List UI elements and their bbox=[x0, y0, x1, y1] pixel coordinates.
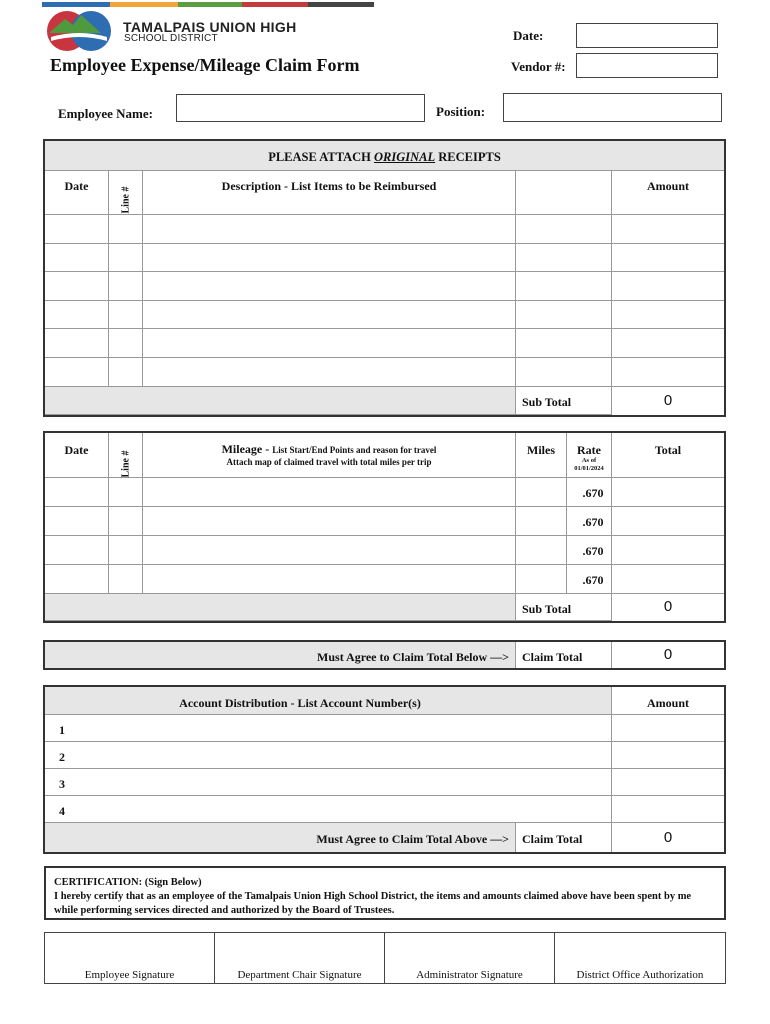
employee-name-field[interactable] bbox=[176, 94, 425, 122]
receipt-blank-cell[interactable] bbox=[516, 358, 612, 387]
receipts-table bbox=[43, 139, 726, 417]
receipt-amount-cell[interactable] bbox=[612, 215, 724, 244]
receipt-line-cell[interactable] bbox=[109, 301, 143, 330]
account-amount-cell[interactable] bbox=[612, 742, 724, 769]
col-line-header bbox=[109, 171, 143, 215]
receipts-subtotal-label: Sub Total bbox=[522, 395, 572, 409]
org-name-line2: SCHOOL DISTRICT bbox=[124, 33, 218, 44]
mileage-desc-cell[interactable] bbox=[143, 478, 516, 507]
dept-chair-signature-label: Department Chair Signature bbox=[237, 969, 362, 981]
receipt-amount-cell[interactable] bbox=[612, 301, 724, 330]
mileage-line-cell[interactable] bbox=[109, 565, 143, 594]
account-number-row[interactable] bbox=[45, 742, 612, 769]
receipt-amount-cell[interactable] bbox=[612, 329, 724, 358]
date-field[interactable] bbox=[576, 23, 718, 48]
mileage-subtotal-shade bbox=[45, 594, 516, 621]
col-date-label: Date bbox=[64, 179, 89, 193]
mileage-total-cell[interactable] bbox=[612, 478, 724, 507]
claim-total-value: 0 bbox=[663, 646, 673, 663]
claim-total-value-cell bbox=[612, 642, 724, 668]
banner-emphasis: ORIGINAL bbox=[374, 150, 436, 164]
col-amount-header bbox=[612, 171, 724, 215]
claim-total-note: Must Agree to Claim Total Below —> bbox=[317, 650, 509, 664]
receipt-date-cell[interactable] bbox=[45, 301, 109, 330]
account-distribution-table bbox=[43, 685, 726, 854]
mileage-col-line bbox=[109, 433, 143, 478]
col-desc-label: Description - List Items to be Reimbursed bbox=[221, 179, 437, 193]
mileage-col-title: Mileage bbox=[221, 442, 263, 456]
receipt-amount-cell[interactable] bbox=[612, 272, 724, 301]
account-amount-cell[interactable] bbox=[612, 769, 724, 796]
receipt-desc-cell[interactable] bbox=[143, 301, 516, 330]
mileage-subtotal-label: Sub Total bbox=[522, 602, 572, 616]
col-blank-header bbox=[516, 171, 612, 215]
mileage-rate-cell bbox=[516, 536, 612, 565]
date-label: Date: bbox=[513, 28, 544, 43]
mileage-col-total bbox=[612, 433, 724, 478]
mileage-desc-cell[interactable] bbox=[143, 507, 516, 536]
certification-box bbox=[44, 866, 726, 920]
receipt-desc-cell[interactable] bbox=[143, 244, 516, 273]
mileage-desc-cell[interactable] bbox=[143, 565, 516, 594]
account-amount-header bbox=[612, 687, 724, 715]
org-name-line1: TAMALPAIS UNION HIGH bbox=[123, 19, 297, 35]
mileage-col-date bbox=[45, 433, 109, 478]
receipt-date-cell[interactable] bbox=[45, 329, 109, 358]
banner-text-end: RECEIPTS bbox=[438, 150, 501, 164]
receipt-line-cell[interactable] bbox=[109, 244, 143, 273]
account-total-value-cell bbox=[612, 823, 724, 852]
receipt-line-cell[interactable] bbox=[109, 358, 143, 387]
mileage-desc-cell[interactable] bbox=[143, 536, 516, 565]
mileage-rate-value: .670 bbox=[582, 515, 604, 529]
account-total-label-cell bbox=[516, 823, 612, 852]
district-office-signature-box[interactable] bbox=[554, 932, 726, 984]
account-row-number: 4 bbox=[59, 804, 65, 818]
account-number-row[interactable] bbox=[45, 769, 612, 796]
receipts-subtotal-value: 0 bbox=[663, 392, 673, 409]
claim-total-label: Claim Total bbox=[522, 650, 583, 664]
receipt-blank-cell[interactable] bbox=[516, 329, 612, 358]
col-amount-label: Amount bbox=[646, 179, 689, 193]
claim-total-note-cell bbox=[45, 642, 516, 668]
receipt-blank-cell[interactable] bbox=[516, 215, 612, 244]
account-header-cell bbox=[45, 687, 612, 715]
account-number-row[interactable] bbox=[45, 796, 612, 823]
mileage-rate-cell bbox=[516, 478, 612, 507]
claim-total-bar bbox=[43, 640, 726, 670]
mileage-line-cell[interactable] bbox=[109, 478, 143, 507]
position-label: Position: bbox=[436, 104, 486, 119]
mileage-rate-cell bbox=[516, 507, 612, 536]
receipt-date-cell[interactable] bbox=[45, 244, 109, 273]
account-amount-label: Amount bbox=[646, 696, 689, 710]
account-amount-cell[interactable] bbox=[612, 715, 724, 742]
receipt-desc-cell[interactable] bbox=[143, 272, 516, 301]
employee-signature-label: Employee Signature bbox=[84, 969, 175, 981]
mileage-rate-value: .670 bbox=[582, 544, 604, 558]
district-logo-icon bbox=[43, 7, 115, 51]
mileage-date-cell[interactable] bbox=[45, 536, 109, 565]
col-line-label: Line # bbox=[120, 186, 132, 214]
mileage-col-miles bbox=[516, 433, 567, 478]
col-desc-header bbox=[143, 171, 516, 215]
mileage-col-desc: Mileage - List Start/End Points and reason for travel Attach map of claimed travel with total miles per trip bbox=[143, 433, 516, 478]
mileage-rate-value: .670 bbox=[582, 486, 604, 500]
vendor-field[interactable] bbox=[576, 53, 718, 78]
certification-text: I hereby certify that as an employee of the Tamalpais Union High School District, the items and amounts claimed above have been spent by me while performing services directed and authorized by the Board of Trustees. bbox=[54, 891, 692, 916]
receipt-date-cell[interactable] bbox=[45, 358, 109, 387]
receipt-desc-cell[interactable] bbox=[143, 329, 516, 358]
account-total-value: 0 bbox=[663, 829, 673, 846]
mileage-col-line-label: Line # bbox=[120, 450, 132, 478]
account-header-label: Account Distribution - List Account Number(s) bbox=[179, 696, 421, 710]
mileage-col-note2: Attach map of claimed travel with total miles per trip bbox=[226, 457, 432, 467]
dept-chair-signature-box[interactable] bbox=[214, 932, 385, 984]
claim-total-label-cell bbox=[516, 642, 612, 668]
receipts-subtotal-value-cell bbox=[612, 387, 724, 415]
certification-heading: CERTIFICATION: (Sign Below) bbox=[54, 877, 202, 888]
form-title: Employee Expense/Mileage Claim Form bbox=[50, 55, 360, 75]
administrator-signature-box[interactable] bbox=[384, 932, 555, 984]
mileage-total-cell[interactable] bbox=[612, 536, 724, 565]
mileage-subtotal-label-cell bbox=[516, 594, 612, 621]
receipt-line-cell[interactable] bbox=[109, 272, 143, 301]
receipt-line-cell[interactable] bbox=[109, 215, 143, 244]
receipt-blank-cell[interactable] bbox=[516, 272, 612, 301]
account-total-label: Claim Total bbox=[522, 832, 583, 846]
mileage-date-cell[interactable] bbox=[45, 565, 109, 594]
receipt-desc-cell[interactable] bbox=[143, 358, 516, 387]
mileage-subtotal-value: 0 bbox=[663, 598, 673, 615]
mileage-total-cell[interactable] bbox=[612, 507, 724, 536]
receipt-desc-cell[interactable] bbox=[143, 215, 516, 244]
mileage-col-rate-label: Rate bbox=[577, 443, 601, 457]
receipts-subtotal-label-cell bbox=[516, 387, 612, 415]
receipt-date-cell[interactable] bbox=[45, 215, 109, 244]
receipt-amount-cell[interactable] bbox=[612, 244, 724, 273]
account-total-note-cell bbox=[45, 823, 516, 852]
mileage-rate-value: .670 bbox=[582, 573, 604, 587]
col-date-header bbox=[45, 171, 109, 215]
mileage-total-cell[interactable] bbox=[612, 565, 724, 594]
account-row-number: 2 bbox=[59, 750, 65, 764]
mileage-col-rate-note2: 01/01/2024 bbox=[574, 465, 604, 472]
mileage-col-date-label: Date bbox=[64, 443, 89, 457]
mileage-col-note1: List Start/End Points and reason for travel bbox=[272, 445, 437, 455]
account-row-number: 3 bbox=[59, 777, 65, 791]
receipts-banner bbox=[45, 141, 724, 171]
mileage-date-cell[interactable] bbox=[45, 478, 109, 507]
mileage-col-rate-note1: As of bbox=[581, 457, 597, 464]
mileage-col-total-label: Total bbox=[654, 443, 682, 457]
mileage-col-miles-label: Miles bbox=[527, 443, 555, 457]
administrator-signature-label: Administrator Signature bbox=[416, 969, 523, 981]
receipt-blank-cell[interactable] bbox=[516, 244, 612, 273]
mileage-subtotal-value-cell bbox=[612, 594, 724, 621]
employee-name-label: Employee Name: bbox=[58, 106, 153, 121]
receipts-subtotal-shade bbox=[45, 387, 516, 415]
mileage-rate-cell bbox=[516, 565, 612, 594]
mileage-line-cell[interactable] bbox=[109, 536, 143, 565]
account-row-number: 1 bbox=[59, 723, 65, 737]
vendor-label: Vendor #: bbox=[511, 59, 566, 74]
receipt-blank-cell[interactable] bbox=[516, 301, 612, 330]
receipt-line-cell[interactable] bbox=[109, 329, 143, 358]
mileage-date-cell[interactable] bbox=[45, 507, 109, 536]
receipt-amount-cell[interactable] bbox=[612, 358, 724, 387]
mileage-col-rate bbox=[567, 433, 612, 478]
account-amount-cell[interactable] bbox=[612, 796, 724, 823]
receipt-date-cell[interactable] bbox=[45, 272, 109, 301]
district-office-signature-label: District Office Authorization bbox=[576, 969, 704, 981]
employee-signature-box[interactable] bbox=[44, 932, 215, 984]
account-number-row[interactable] bbox=[45, 715, 612, 742]
mileage-table bbox=[43, 431, 726, 623]
banner-text: PLEASE ATTACH bbox=[268, 150, 371, 164]
position-field[interactable] bbox=[503, 93, 722, 122]
mileage-line-cell[interactable] bbox=[109, 507, 143, 536]
account-total-note: Must Agree to Claim Total Above —> bbox=[316, 832, 509, 846]
